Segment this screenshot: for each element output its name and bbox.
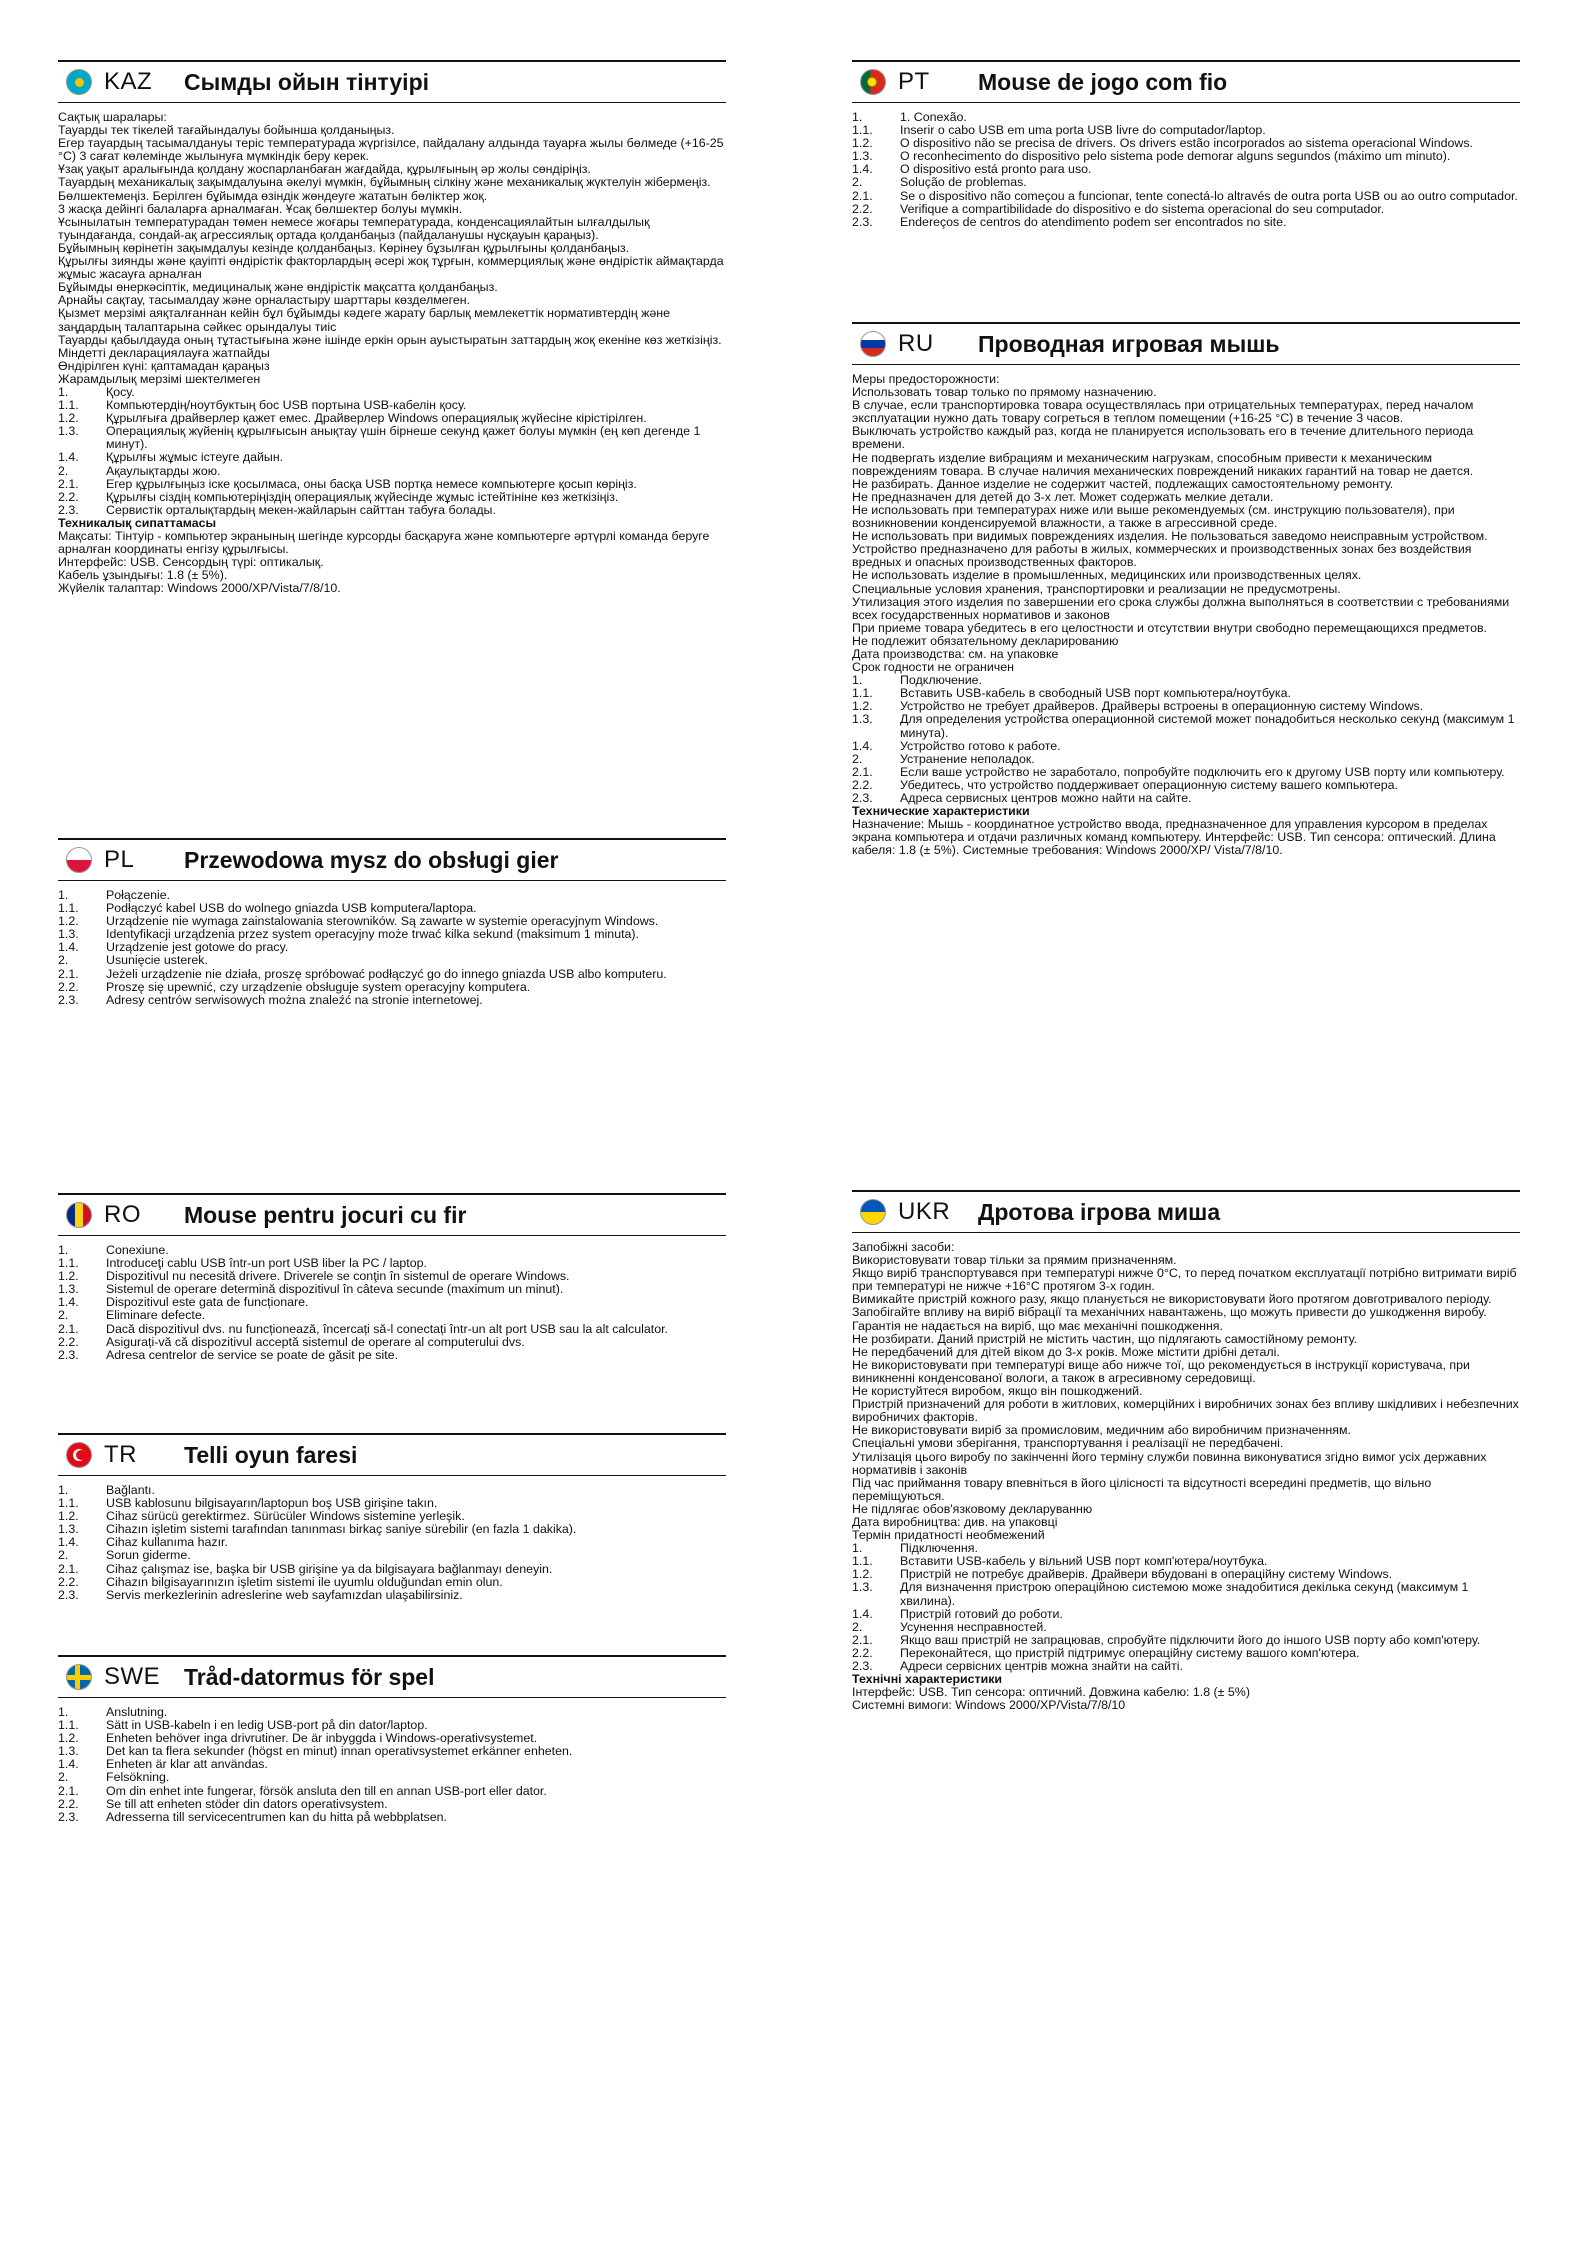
step-number: 2.3.: [852, 214, 873, 229]
text-line: 3 жасқа дейінгі балаларға арналмаған. Ұсақ бөлшектер болуы мүмкін.: [58, 201, 463, 216]
step-text: O reconhecimento do dispositivo pelo sistema pode demorar alguns segundos (máximo um minuto).: [900, 149, 1451, 164]
step-text: Bağlantı.: [106, 1483, 155, 1497]
step-text: Cihaz kullanıma hazır.: [106, 1535, 228, 1550]
text-line: Арнайы сақтау, тасымалдау және орналастыру шарттары көзделмеген.: [58, 293, 471, 308]
step-item: [852, 1608, 1520, 1621]
poland-flag-icon: [66, 847, 92, 873]
step-item: [58, 1323, 726, 1336]
spec-line: Системні вимоги: Windows 2000/XP/Vista/7/8/10: [852, 1698, 1126, 1713]
text-line: Спеціальні умови зберігання, транспортування і реалізації не передбачені.: [852, 1436, 1284, 1451]
step-text: Ақаулықтарды жою.: [106, 463, 221, 478]
step-number: 2.1.: [58, 1561, 79, 1576]
text-line: Вимикайте пристрій кожного разу, якщо планується не використовувати його протягом довготривалого періоду.: [852, 1292, 1492, 1307]
step-number: 1.: [58, 1705, 69, 1719]
step-number: 1.1.: [852, 123, 873, 138]
text-line: Меры предосторожности:: [852, 372, 1000, 386]
kazakhstan-flag-icon: [66, 69, 92, 95]
step-number: 1.3.: [852, 1580, 873, 1595]
language-code: SWE: [104, 1663, 161, 1690]
step-number: 2.: [58, 1308, 69, 1323]
step-number: 2.3.: [58, 1347, 79, 1362]
step-number: 1.4.: [58, 1757, 79, 1772]
text-line: Не использовать при видимых повреждениях изделия. Не пользоваться заведомо неисправным устройством.: [852, 529, 1488, 544]
step-number: 1.3.: [852, 149, 873, 164]
step-item: [852, 713, 1520, 739]
step-text: Підключення.: [900, 1541, 978, 1556]
step-number: 2.: [58, 953, 69, 968]
step-number: 2.: [58, 1548, 69, 1563]
spec-line: Интерфейс: USB. Сенсордың түрі: оптикалық.: [58, 555, 324, 570]
language-code: PL: [104, 846, 135, 873]
step-item: [852, 740, 1520, 753]
step-text: Сервистік орталықтардың мекен-жайларын сайттан табуға болады.: [106, 502, 496, 517]
text-line: Использовать товар только по прямому назначению.: [852, 385, 1157, 400]
step-text: Для определения устройства операционной системой может понадобиться несколько секунд (максимум 1 минута).: [900, 712, 1515, 740]
step-number: 2.2.: [58, 489, 79, 504]
step-text: Jeżeli urządzenie nie działa, proszę spróbować podłączyć go do innego gniazda USB albo komputeru.: [106, 966, 667, 981]
step-text: Verifique a compartibilidade do dispositivo e do sistema operacional do seu computador.: [900, 201, 1385, 216]
language-code: PT: [898, 68, 930, 95]
russia-flag-icon: [860, 331, 886, 357]
section-body: [58, 889, 726, 1007]
step-text: Adresa centrelor de service se poate de găsit pe site.: [106, 1347, 399, 1362]
step-text: Adresy centrów serwisowych można znaleźć na stronie internetowej.: [106, 992, 483, 1007]
step-number: 1.4.: [852, 738, 873, 753]
text-line: Срок годности не ограничен: [852, 660, 1014, 675]
section-body: [58, 1484, 726, 1602]
step-number: 1.1.: [58, 398, 79, 413]
step-text: Cihaz sürücü gerektirmez. Sürücüler Windows sistemine yerleşik.: [106, 1509, 465, 1524]
step-text: O dispositivo está pronto para uso.: [900, 162, 1092, 177]
text-line: Қызмет мерзімі аяқталғаннан кейін бұл бұйымды кәдеге жарату барлық мемлекеттік нормативтердің және заңдардың талаптарына сәйкес орындалуы тиіс: [58, 306, 671, 334]
step-text: Enheten behöver inga drivrutiner. De är inbyggda i Windows-operativsystemet.: [106, 1731, 538, 1746]
language-code: UKR: [898, 1198, 951, 1225]
section-body: [852, 111, 1520, 229]
spec-line: Кабель ұзындығы: 1.8 (± 5%).: [58, 568, 228, 583]
step-text: Переконайтеся, що пристрій підтримує операційну систему вашого комп'ютера.: [900, 1645, 1360, 1660]
step-text: Proszę się upewnić, czy urządzenie obsługuje system operacyjny komputera.: [106, 979, 531, 994]
section-body: [58, 111, 726, 595]
step-text: Адреса сервисных центров можно найти на сайте.: [900, 791, 1192, 805]
section-header: [852, 1190, 1520, 1233]
step-text: Dacă dispozitivul dvs. nu funcționează, încercați să-l conectați într-un alt port USB sau la alt calculator.: [106, 1321, 668, 1336]
text-line: Не розбирати. Даний пристрій не містить частин, що підлягають самостійному ремонту.: [852, 1331, 1358, 1346]
step-text: Anslutning.: [106, 1705, 168, 1719]
step-number: 1.1.: [58, 1256, 79, 1271]
step-number: 2.3.: [58, 1587, 79, 1602]
step-number: 1.2.: [58, 914, 79, 929]
text-line: Використовувати товар тільки за прямим призначенням.: [852, 1253, 1177, 1268]
text-line: Не использовать при температурах ниже или выше рекомендуемых (см. инструкцию пользователя), при возникновении конденсируемой влажности, а также в агрессивной среде.: [852, 502, 1455, 531]
step-text: Sätt in USB-kabeln i en ledig USB-port på din dator/laptop.: [106, 1718, 428, 1733]
step-text: Usunięcie usterek.: [106, 953, 208, 968]
step-text: Asigurați-vă că dispozitivul acceptă sistemul de operare al computerului dvs.: [106, 1334, 525, 1349]
step-text: Убедитесь, что устройство поддерживает операционную систему вашего компьютера.: [900, 777, 1398, 792]
step-number: 2.2.: [58, 1334, 79, 1349]
step-item: [58, 1798, 726, 1811]
step-number: 1.3.: [58, 1744, 79, 1759]
text-line: Міндетті декларациялауға жатпайды: [58, 345, 270, 360]
step-item: [58, 1811, 726, 1824]
text-line: Не предназначен для детей до 3-х лет. Может содержать мелкие детали.: [852, 489, 1274, 504]
text-line: Не подвергать изделие вибрациям и механическим нагрузкам, способным привести к механическим повреждениям товара. В случае наличия механических повреждений никаких гарантий на товар не дается.: [852, 450, 1474, 478]
text-line: Запобігайте впливу на виріб вібрації та механічних навантажень, що можуть привести до ушкодження виробу. Гарантія не надається на виріб, що має механічні пошкодження.: [852, 1305, 1487, 1333]
section-title: Проводная игровая мышь: [978, 330, 1280, 357]
step-number: 2.1.: [852, 1632, 873, 1647]
section-body: [852, 373, 1520, 857]
text-line: Тауарды қабылдауда оның тұтастығына және ішінде еркін орын ауыстыратын заттардың жоқ екеніне көз жеткізіңіз.: [58, 332, 722, 347]
text-line: Бұйымның көрінетін зақымдалуы кезінде қолданбаңыз. Көрінеу бұзылған құрылғыны қолданбаңыз.: [58, 240, 630, 255]
step-number: 2.: [58, 463, 69, 478]
text-line: Термін придатності необмежений: [852, 1528, 1045, 1543]
step-text: Dispozitivul nu necesită drivere. Driverele se conţin în sistemul de operare Windows.: [106, 1269, 570, 1284]
step-number: 2.3.: [58, 502, 79, 517]
step-text: Identyfikacji urządzenia przez system operacyjny może trwać kilka sekund (maksimum 1 minuta).: [106, 927, 639, 942]
step-item: [852, 1581, 1520, 1607]
step-text: Компьютердің/ноутбуктың бос USB портына USB-кабелін қосу.: [106, 398, 467, 413]
step-text: 1. Conexão.: [900, 110, 967, 124]
text-line: Не використовувати при температурі вище або нижче тої, що рекомендується в інструкції користувача, при виникненні конденсованої вологи, а також в агресивному середовищі.: [852, 1357, 1470, 1385]
step-text: Пристрій не потребує драйверів. Драйвери вбудовані в операційну систему Windows.: [900, 1567, 1393, 1582]
text-line: Якщо виріб транспортувався при температурі нижче 0°С, то перед початком експлуатації потрібно витримати виріб при температурі не нижче +16°С протягом 3-х годин.: [852, 1266, 1517, 1294]
step-item: [58, 478, 726, 491]
step-number: 1.4.: [852, 162, 873, 177]
step-number: 2.2.: [58, 1796, 79, 1811]
text-line: Не подлежит обязательному декларированию: [852, 633, 1119, 648]
turkey-flag-icon: [66, 1442, 92, 1468]
step-item: [58, 981, 726, 994]
romania-flag-icon: [66, 1202, 92, 1228]
step-text: Dispozitivul este gata de funcționare.: [106, 1295, 309, 1310]
section-kaz: [58, 60, 726, 595]
section-title: Tråd-datormus för spel: [184, 1663, 435, 1690]
step-item: [852, 190, 1520, 203]
step-number: 2.1.: [852, 764, 873, 779]
text-line: Специальные условия хранения, транспортировки и реализации не предусмотрены.: [852, 581, 1341, 596]
step-text: Conexiune.: [106, 1243, 169, 1257]
section-body: [852, 1241, 1520, 1712]
step-text: Solução de problemas.: [900, 175, 1027, 190]
section-swe: [58, 1655, 726, 1824]
step-text: USB kablosunu bilgisayarın/laptopun boş USB girişine takın.: [106, 1496, 438, 1511]
step-item: [58, 504, 726, 517]
step-number: 1.4.: [58, 1535, 79, 1550]
step-item: [58, 954, 726, 967]
step-text: Қосу.: [106, 384, 135, 399]
section-title: Сымды ойын тінтуірі: [184, 68, 430, 95]
text-line: Бұйымды өнеркәсіптік, медициналық және өндірістік мақсатта қолданбаңыз.: [58, 280, 498, 295]
section-ro: [58, 1193, 726, 1362]
step-text: O dispositivo não se precisa de drivers. Os drivers estão incorporados ao sistema operacional Windows.: [900, 136, 1473, 151]
step-number: 1.4.: [852, 1606, 873, 1621]
step-number: 2.3.: [852, 791, 873, 805]
section-header: [58, 1433, 726, 1476]
text-line: Жарамдылық мерзімі шектелмеген: [58, 371, 261, 386]
step-number: 2.3.: [58, 992, 79, 1007]
section-pt: [852, 60, 1520, 229]
step-text: Połączenie.: [106, 888, 171, 902]
step-text: Құрылғыға драйверлер қажет емес. Драйверлер Windows операциялық жүйесіне кірістірілген.: [106, 411, 647, 426]
step-number: 1.4.: [58, 1295, 79, 1310]
language-code: KAZ: [104, 68, 153, 95]
spec-line: Мақсаты: Тінтуір - компьютер экранының шегінде курсорды басқаруға және компьютерге әртүрлі команда беруге арналған координаты енгізу құрылғысы.: [58, 529, 710, 557]
step-item: [58, 425, 726, 451]
text-line: Сақтық шаралары:: [58, 110, 167, 124]
text-line: Утилизация этого изделия по завершении его срока службы должна выполняться в соответствии с требованиями всех государственных нормативов и законов: [852, 594, 1510, 622]
step-item: [58, 1563, 726, 1576]
step-item: [852, 753, 1520, 766]
step-text: Для визначення пристрою операційною системою може знадобитися декілька секунд (максимум 1 хвилина).: [900, 1580, 1469, 1608]
step-text: Устройство готово к работе.: [900, 738, 1061, 753]
step-item: [58, 491, 726, 504]
step-number: 2.2.: [852, 1645, 873, 1660]
step-text: Adresserna till servicecentrumen kan du hitta på webbplatsen.: [106, 1809, 447, 1824]
step-item: [58, 465, 726, 478]
step-text: Urządzenie jest gotowe do pracy.: [106, 940, 289, 955]
step-text: Urządzenie nie wymaga zainstalowania sterowników. Są zawarte w systemie operacyjnym Windows.: [106, 914, 659, 929]
text-line: Запобіжні засоби:: [852, 1240, 955, 1254]
step-item: [58, 1785, 726, 1798]
step-number: 2.2.: [852, 201, 873, 216]
step-item: [58, 994, 726, 1007]
step-number: 1.2.: [852, 136, 873, 151]
step-item: [852, 1621, 1520, 1634]
step-number: 1.2.: [852, 699, 873, 714]
step-text: Sorun giderme.: [106, 1548, 191, 1563]
section-title: Mouse de jogo com fio: [978, 68, 1228, 95]
step-item: [58, 1336, 726, 1349]
text-line: Не разбирать. Данное изделие не содержит частей, подлежащих самостоятельному ремонту.: [852, 476, 1394, 491]
step-text: Introduceţi cablu USB într-un port USB liber la PC / laptop.: [106, 1256, 427, 1271]
section-title: Mouse pentru jocuri cu fir: [184, 1201, 467, 1228]
step-text: Podłączyć kabel USB do wolnego gniazda USB komputera/laptopa.: [106, 901, 477, 916]
spec-line: Інтерфейс: USB. Тип сенсора: оптичний. Довжина кабелю: 1.8 (± 5%): [852, 1685, 1250, 1700]
step-item: [58, 1589, 726, 1602]
step-number: 1.4.: [58, 940, 79, 955]
step-number: 2.: [852, 175, 863, 190]
spec-heading: Техникалық сипаттамасы: [58, 515, 217, 530]
spec-heading: Технические характеристики: [852, 804, 1030, 819]
step-text: Det kan ta flera sekunder (högst en minut) innan operativsystemet erkänner enheten.: [106, 1744, 573, 1759]
step-text: Felsökning.: [106, 1770, 170, 1785]
language-code: RU: [898, 330, 934, 357]
step-number: 2.2.: [58, 979, 79, 994]
sweden-flag-icon: [66, 1664, 92, 1690]
step-text: Если ваше устройство не заработало, попробуйте подключить его к другому USB порту или компьютеру.: [900, 764, 1505, 779]
section-ukr: [852, 1190, 1520, 1712]
step-number: 1.: [852, 1541, 863, 1556]
section-title: Przewodowa mysz do obsługi gier: [184, 846, 559, 873]
spec-heading: Технічні характеристики: [852, 1672, 1003, 1687]
text-line: Не використовувати виріб за промисловим, медичним або виробничим призначенням.: [852, 1423, 1351, 1438]
section-header: [58, 60, 726, 103]
step-item: [852, 1634, 1520, 1647]
step-text: Операциялық жүйенің құрылғысын анықтау үшін бірнеше секунд қажет болуы мүмкін (ең көп дегенде 1 минут).: [106, 424, 701, 452]
step-item: [58, 1309, 726, 1322]
section-header: [852, 322, 1520, 365]
step-number: 1.3.: [58, 1282, 79, 1297]
step-text: Адреси сервісних центрів можна знайти на сайті.: [900, 1659, 1183, 1673]
step-text: Құрылғы жұмыс істеуге дайын.: [106, 450, 284, 465]
section-body: [58, 1244, 726, 1362]
step-number: 1.: [58, 1243, 69, 1257]
step-number: 1.3.: [852, 712, 873, 727]
section-pl: [58, 838, 726, 1007]
step-text: Вставить USB-кабель в свободный USB порт компьютера/ноутбука.: [900, 686, 1291, 701]
step-text: Eliminare defecte.: [106, 1308, 206, 1323]
step-text: Servis merkezlerinin adreslerine web sayfamızdan ulaşabilirsiniz.: [106, 1587, 463, 1602]
text-line: Тауарды тек тікелей тағайындалуы бойынша қолданыңыз.: [58, 123, 395, 138]
section-header: [852, 60, 1520, 103]
step-text: Endereços de centros do atendimento podem ser encontrados no site.: [900, 214, 1287, 229]
portugal-flag-icon: [860, 69, 886, 95]
text-line: Құрылғы зиянды және қауіпті өндірістік факторлардың әсері жоқ тұрғын, коммерциялық және өндірістік аймақтарда жұмыс жасауға арналған: [58, 254, 724, 282]
step-number: 1.1.: [852, 1554, 873, 1569]
text-line: Дата виробництва: див. на упаковці: [852, 1514, 1058, 1529]
step-text: Пристрій готовий до роботи.: [900, 1606, 1063, 1621]
section-body: [58, 1706, 726, 1824]
text-line: Не передбачений для дітей віком до 3-х років. Може містити дрібні деталі.: [852, 1344, 1280, 1359]
step-text: Устранение неполадок.: [900, 751, 1035, 766]
step-item: [852, 216, 1520, 229]
text-line: Ұсынылатын температурадан төмен немесе жоғары температурада, конденсациялайтын ылғалдылық туындағанда, сондай-ақ агрессиялық ортада қолданбаңыз (пайдаланушы нұсқауын қараңыз).: [58, 214, 650, 242]
text-line: При приеме товара убедитесь в его целостности и отсутствии внутри свободно перемещающихся предметов.: [852, 620, 1487, 635]
text-line: Дата производства: см. на упаковке: [852, 646, 1059, 661]
step-number: 1.2.: [852, 1567, 873, 1582]
step-number: 1.2.: [58, 411, 79, 426]
step-number: 2.3.: [852, 1659, 873, 1673]
text-line: Не користуйтеся виробом, якщо він пошкоджений.: [852, 1384, 1143, 1399]
step-item: [852, 203, 1520, 216]
step-text: Cihazın işletim sistemi tarafından tanınması birkaç saniye sürebilir (en fazla 1 dakika).: [106, 1522, 577, 1537]
step-item: [58, 1576, 726, 1589]
text-line: В случае, если транспортировка товара осуществлялась при отрицательных температурах, перед началом эксплуатации нужно дать товару согреться в теплом помещении (+16-25 °С) в течение 3 часов.: [852, 398, 1474, 426]
step-number: 1.1.: [58, 1718, 79, 1733]
step-text: Sistemul de operare determină dispozitivul în câteva secunde (maximum un minut).: [106, 1282, 564, 1297]
step-number: 1.2.: [58, 1731, 79, 1746]
text-line: Під час приймання товару впевніться в його цілісності та відсутності всередині предметів, що вільно переміщуються.: [852, 1475, 1432, 1503]
step-item: [58, 968, 726, 981]
step-number: 2.3.: [58, 1809, 79, 1824]
step-text: Inserir o cabo USB em uma porta USB livre do computador/laptop.: [900, 123, 1266, 138]
step-number: 2.: [852, 1619, 863, 1634]
step-number: 2.1.: [58, 1783, 79, 1798]
section-ru: [852, 322, 1520, 857]
text-line: Не підлягає обов'язковому декларуванню: [852, 1501, 1093, 1516]
step-number: 2.: [852, 751, 863, 766]
step-text: Enheten är klar att användas.: [106, 1757, 268, 1772]
step-item: [852, 766, 1520, 779]
language-code: RO: [104, 1201, 141, 1228]
step-number: 2.: [58, 1770, 69, 1785]
step-text: Cihazın bilgisayarınızın işletim sistemi ile uyumlu olduğundan emin olun.: [106, 1574, 503, 1589]
text-line: Пристрій призначений для роботи в житлових, комерційних і виробничих зонах без впливу шкідливих і небезпечних виробничих факторів.: [852, 1397, 1519, 1425]
step-text: Подключение.: [900, 673, 983, 688]
ukraine-flag-icon: [860, 1199, 886, 1225]
step-text: Устройство не требует драйверов. Драйверы встроены в операционную систему Windows.: [900, 699, 1424, 714]
step-number: 1.: [852, 673, 863, 688]
step-text: Егер құрылғыңыз іске қосылмаса, оны басқа USB портқа немесе компьютерге қосып көріңіз.: [106, 476, 637, 491]
step-number: 1.: [58, 1483, 69, 1497]
step-item: [58, 1771, 726, 1784]
section-title: Дротова ігрова миша: [978, 1198, 1221, 1225]
section-header: [58, 1655, 726, 1698]
step-text: Om din enhet inte fungerar, försök ansluta den till en annan USB-port eller dator.: [106, 1783, 547, 1798]
step-number: 2.1.: [58, 476, 79, 491]
text-line: Өндірілген күні: қаптамадан қараңыз: [58, 358, 270, 373]
step-number: 1.4.: [58, 450, 79, 465]
text-line: Бөлшектемеңіз. Берілген бұйымда өзіндік жөндеуге жататын бөліктер жоқ.: [58, 188, 488, 203]
language-code: TR: [104, 1441, 137, 1468]
step-text: Se o dispositivo não começou a funcionar, tente conectá-lo altravés de outra porta USB ou ao outro computador.: [900, 188, 1518, 203]
step-item: [58, 1349, 726, 1362]
section-header: [58, 838, 726, 881]
step-text: Se till att enheten stöder din dators operativsystem.: [106, 1796, 388, 1811]
text-line: Егер тауардың тасымалдануы теріс температурада жүргізілсе, пайдалану алдында тауарға жылы бөлмеде (+16-25 °С) 3 сағат көлемінде жылынуға мүмкіндік беру керек.: [58, 136, 724, 164]
spec-line: Жүйелік талаптар: Windows 2000/XP/Vista/7/8/10.: [58, 581, 341, 596]
text-line: Устройство предназначено для работы в жилых, коммерческих и производственных зонах без воздействия вредных и опасных производственных факторов.: [852, 542, 1472, 570]
step-text: Cihaz çalışmaz ise, başka bir USB girişine ya da bilgisayara bağlanmayı deneyin.: [106, 1561, 553, 1576]
step-number: 1.1.: [58, 901, 79, 916]
step-number: 1.2.: [58, 1269, 79, 1284]
text-line: Ұзақ уақыт аралығында қолдану жоспарланбаған жағдайда, құрылғының әр жолы сөндіріңіз.: [58, 162, 591, 177]
step-number: 2.1.: [58, 966, 79, 981]
step-item: [58, 451, 726, 464]
text-line: Выключать устройство каждый раз, когда не планируется использовать его в течение длительного периода времени.: [852, 424, 1474, 452]
step-item: [58, 1549, 726, 1562]
step-text: Якщо ваш пристрій не запрацював, спробуйте підключити його до іншого USB порту або комп'ютеру.: [900, 1632, 1481, 1647]
spec-line: Назначение: Мышь - координатное устройство ввода, предназначенное для управления курсором в пределах экрана компьютера и отдачи различных команд компьютеру. Интерфейс: USB. Тип сенсора: оптический. Длина кабеля: 1.8 (± 5%). Системные требования: Windows 2000/XP/ Vista/7/8/10.: [852, 817, 1496, 858]
step-number: 1.1.: [58, 1496, 79, 1511]
step-number: 1.2.: [58, 1509, 79, 1524]
step-item: [852, 176, 1520, 189]
text-line: Не использовать изделие в промышленных, медицинских или производственных целях.: [852, 568, 1362, 583]
step-number: 2.2.: [58, 1574, 79, 1589]
text-line: Утилізація цього виробу по закінченні його терміну служби повинна виконуватися згідно вимог усіх державних нормативів і законів: [852, 1449, 1487, 1477]
step-number: 1.1.: [852, 686, 873, 701]
step-number: 1.3.: [58, 927, 79, 942]
step-text: Вставити USB-кабель у вільний USB порт комп'ютера/ноутбука.: [900, 1554, 1268, 1569]
step-text: Усунення несправностей.: [900, 1619, 1047, 1634]
step-number: 1.: [58, 384, 69, 399]
step-number: 1.3.: [58, 1522, 79, 1537]
step-number: 1.: [852, 110, 863, 124]
step-number: 2.1.: [58, 1321, 79, 1336]
step-text: Құрылғы сіздің компьютеріңіздің операциялық жүйесінде жұмыс істейтініне көз жеткізіңіз.: [106, 489, 619, 504]
section-title: Telli oyun faresi: [184, 1441, 358, 1468]
step-number: 2.1.: [852, 188, 873, 203]
text-line: Тауардың механикалық зақымдалуына әкелуі мүмкін, бұйымның сілкіну және механикалық жүктелуін жібермеңіз.: [58, 175, 711, 190]
step-number: 1.3.: [58, 424, 79, 439]
step-number: 2.2.: [852, 777, 873, 792]
step-number: 1.: [58, 888, 69, 902]
section-header: [58, 1193, 726, 1236]
section-tr: [58, 1433, 726, 1602]
